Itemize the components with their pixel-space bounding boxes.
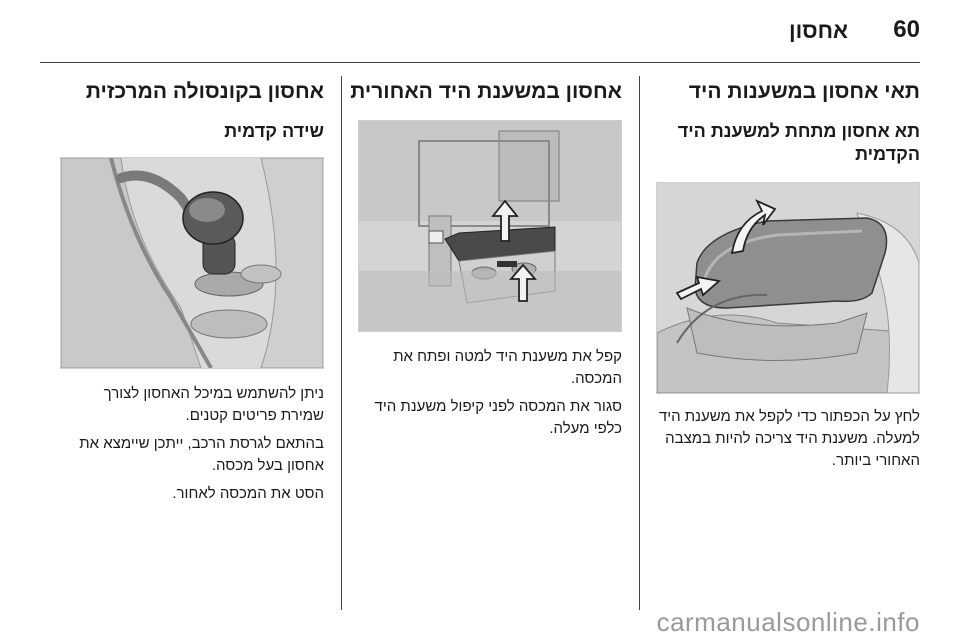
right-column <box>656 72 920 478</box>
console-variant-text: בהתאם לגרסת הרכב, ייתכן שיימצא את אחסון בעל מכסה. <box>79 435 324 474</box>
rear-armrest-open-instructions: קפל את משענת היד למטה ופתח את המכסה. <box>393 348 622 387</box>
rear-armrest-drawing <box>359 121 621 331</box>
section-title-center-console: אחסון בקונסולה המרכזית <box>85 80 324 103</box>
rear-armrest-illustration <box>358 120 622 332</box>
left-column <box>60 72 324 511</box>
watermark: carmanualsonline.info <box>656 607 920 637</box>
rear-armrest-close-instructions: סגור את המכסה לפני קיפול משענת היד כלפי מעלה. <box>374 398 622 437</box>
center-console-illustration <box>60 157 324 369</box>
front-armrest-illustration <box>656 182 920 394</box>
subtitle-front-armrest: תא אחסון מתחת למשענת היד הקדמית <box>677 121 920 164</box>
column-divider-left <box>341 76 342 610</box>
middle-column <box>350 72 622 446</box>
subtitle-front-compartment: שידה קדמית <box>224 121 324 141</box>
section-title-rear-armrest: אחסון במשענת היד האחורית <box>350 80 622 103</box>
header-rule <box>40 62 920 63</box>
page-header <box>40 16 920 52</box>
console-slide-lid-text: הסט את המכסה לאחור. <box>172 485 324 502</box>
console-usage-text: ניתן להשתמש במיכל האחסון לצורך שמירת פריטים קטנים. <box>103 385 324 424</box>
front-armrest-instructions: לחץ על הכפתור כדי לקפל את משענת היד למעלה. משענת היד צריכה להיות במצבה האחורי ביותר. <box>658 408 920 469</box>
chapter-title: אחסון <box>788 18 848 43</box>
column-divider-right <box>639 76 640 610</box>
section-title-armrest-storage: תאי אחסון במשענות היד <box>688 80 920 103</box>
page-number: 60 <box>893 16 920 43</box>
center-console-drawing <box>61 158 323 368</box>
front-armrest-drawing <box>657 183 919 393</box>
